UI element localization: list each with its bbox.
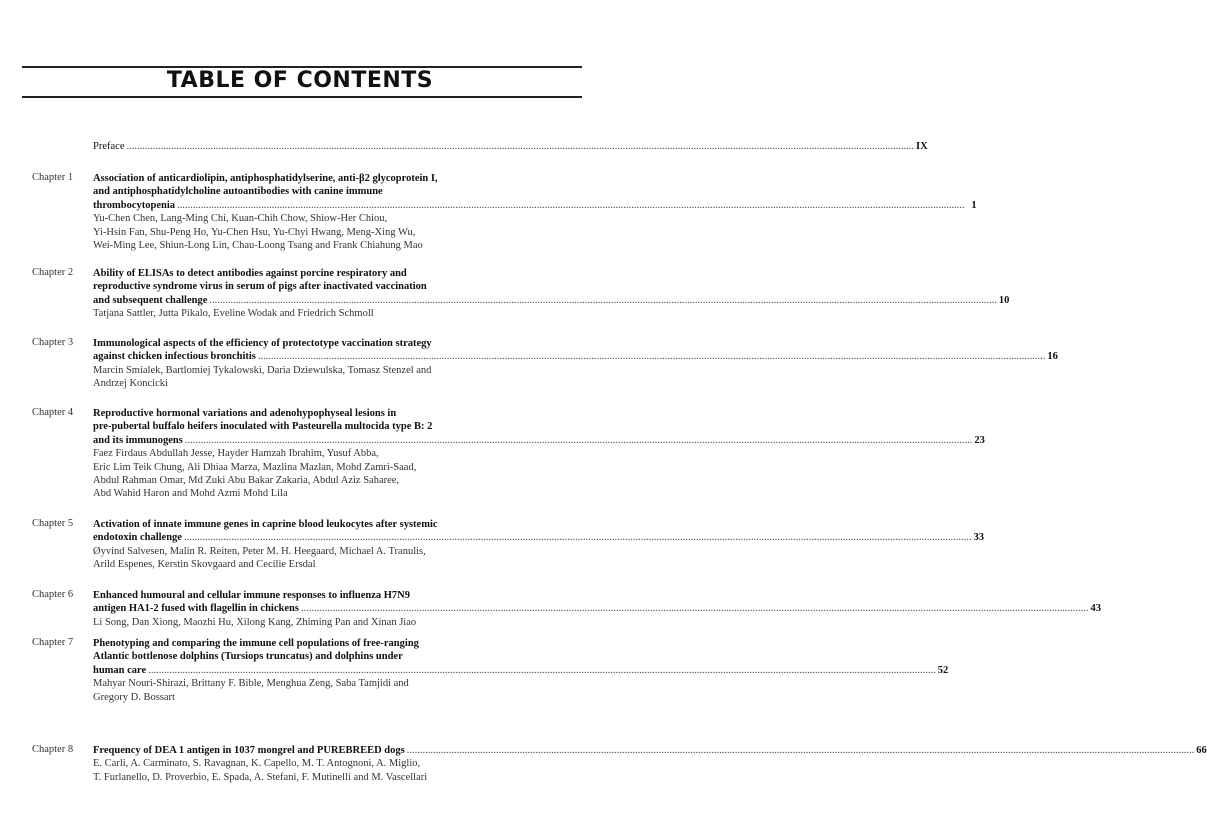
entry-body	[93, 518, 984, 572]
entry-body	[93, 589, 1101, 629]
page-number: 1	[971, 199, 977, 211]
chapter-title-line: Ability of ELISAs to detect antibodies against porcine respiratory and	[93, 268, 407, 279]
author-line: Eric Lim Teik Chung, Ali Dhiaa Marza, Mazlina Mazlan, Mohd Zamri-Saad,	[93, 461, 417, 473]
author-line: Andrzej Koncicki	[93, 378, 168, 390]
preface-entry[interactable]	[93, 140, 928, 153]
chapter-title-line: pre-pubertal buffalo heifers inoculated with Pasteurella multocida type B: 2	[93, 421, 433, 433]
chapter-title-last-line	[93, 350, 1058, 363]
chapter-label: Chapter 5	[32, 518, 74, 529]
chapter-title-line: Reproductive hormonal variations and adenohypophyseal lesions in	[93, 408, 397, 419]
chapter-title-line: Immunological aspects of the efficiency of protectotype vaccination strategy	[93, 338, 432, 349]
dot-leader: ............................................................................................................................................................................................................................................................................................................	[126, 141, 914, 152]
author-line: Tatjana Sattler, Jutta Pikalo, Eveline Wodak and Friedrich Schmoll	[93, 308, 374, 320]
preface-label: Preface	[93, 141, 125, 152]
dot-leader: ............................................................................................................................................................................................................................................................................................................	[183, 532, 972, 544]
author-line: Wei-Ming Lee, Shiun-Long Lin, Chau-Loong Tsang and Frank Chiahung Mao	[93, 240, 423, 252]
chapter-title-last-line	[93, 744, 1207, 757]
author-line: Mahyar Nouri-Shirazi, Brittany F. Bible, Menghua Zeng, Saba Tamjidi and	[93, 678, 409, 690]
author-line: T. Furlanello, D. Proverbio, E. Spada, A. Stefani, F. Mutinelli and M. Vascellari	[93, 771, 428, 783]
dot-leader: ............................................................................................................................................................................................................................................................................................................	[300, 603, 1089, 615]
chapter-label: Chapter 1	[32, 172, 74, 183]
author-line: Marcin Smialek, Bartlomiej Tykalowski, Daria Dziewulska, Tomasz Stenzel and	[93, 364, 432, 376]
chapter-title-line: and antiphosphatidylcholine autoantibodies with canine immune	[93, 186, 383, 198]
entry-body	[93, 637, 949, 704]
chapter-title-last-line	[93, 664, 949, 677]
author-line: Li Song, Dan Xiong, Maozhi Hu, Xilong Kang, Zhiming Pan and Xinan Jiao	[93, 616, 417, 628]
entry-body	[93, 337, 1058, 391]
bottom-rule	[22, 96, 582, 98]
chapter-title-line: Atlantic bottlenose dolphins (Tursiops truncatus) and dolphins under	[93, 651, 403, 663]
page-number: 16	[1047, 351, 1058, 363]
page-number: 23	[974, 434, 985, 446]
entry-body	[93, 267, 1010, 321]
page-number: 43	[1090, 603, 1101, 615]
chapter-title-end: endotoxin challenge	[93, 532, 182, 544]
chapter-title-end: against chicken infectious bronchitis	[93, 351, 256, 363]
dot-leader: ............................................................................................................................................................................................................................................................................................................	[148, 664, 936, 676]
author-line: Øyvind Salvesen, Malin R. Reiten, Peter M. H. Heegaard, Michael A. Tranulis,	[93, 545, 426, 557]
page-number: 33	[973, 532, 984, 544]
author-line: E. Carli, A. Carminato, S. Ravagnan, K. Capello, M. T. Antognoni, A. Miglio,	[93, 758, 421, 770]
entry-body	[93, 407, 985, 501]
author-line: Faez Firdaus Abdullah Jesse, Hayder Hamzah Ibrahim, Yusuf Abba,	[93, 448, 379, 460]
chapter-title-end: and subsequent challenge	[93, 294, 208, 306]
preface-page: IX	[915, 141, 928, 152]
chapter-title-last-line	[93, 531, 984, 544]
author-line: Yu-Chen Chen, Lang-Ming Chi, Kuan-Chih Chow, Shiow-Her Chiou,	[93, 213, 388, 225]
chapter-title-end: and its immunogens	[93, 434, 183, 446]
entry-body	[93, 172, 977, 252]
dot-leader: ............................................................................................................................................................................................................................................................................................................	[406, 745, 1195, 756]
dot-leader: ............................................................................................................................................................................................................................................................................................................	[177, 199, 965, 211]
author-line: Abdul Rahman Omar, Md Zuki Abu Bakar Zakaria, Abdul Aziz Saharee,	[93, 475, 400, 487]
chapter-label: Chapter 4	[32, 407, 74, 418]
chapter-title-end: Frequency of DEA 1 antigen in 1037 mongrel and PUREBREED dogs	[93, 745, 405, 756]
chapter-title-line: Phenotyping and comparing the immune cell populations of free-ranging	[93, 638, 419, 649]
chapter-label: Chapter 8	[32, 744, 74, 755]
chapter-title-end: thrombocytopenia	[93, 199, 176, 211]
chapter-title-line: Enhanced humoural and cellular immune responses to influenza H7N9	[93, 590, 410, 601]
entry-body	[93, 744, 1207, 784]
chapter-label: Chapter 3	[32, 337, 74, 348]
page-number: 66	[1196, 745, 1207, 756]
chapter-title-end: human care	[93, 664, 147, 676]
chapter-label: Chapter 2	[32, 267, 74, 278]
dot-leader: ............................................................................................................................................................................................................................................................................................................	[184, 434, 973, 446]
dot-leader: ............................................................................................................................................................................................................................................................................................................	[209, 294, 997, 306]
chapter-label: Chapter 7	[32, 637, 74, 648]
chapter-title-end: antigen HA1-2 fused with flagellin in chickens	[93, 603, 299, 615]
author-line: Abd Wahid Haron and Mohd Azmi Mohd Lila	[93, 488, 288, 500]
chapter-title-last-line	[93, 199, 977, 212]
dot-leader: ............................................................................................................................................................................................................................................................................................................	[257, 351, 1046, 363]
page-number: 52	[937, 664, 949, 676]
author-line: Arild Espenes, Kerstin Skovgaard and Cecilie Ersdal	[93, 559, 316, 571]
author-line: Yi-Hsin Fan, Shu-Peng Ho, Yu-Chen Hsu, Yu-Chyi Hwang, Meng-Xing Wu,	[93, 226, 416, 238]
chapter-title-line: Activation of innate immune genes in caprine blood leukocytes after systemic	[93, 519, 438, 530]
chapter-title-last-line	[93, 294, 1010, 307]
page-number: 10	[998, 294, 1010, 306]
chapter-label: Chapter 6	[32, 589, 74, 600]
chapter-title-last-line	[93, 434, 985, 447]
chapter-title-line: reproductive syndrome virus in serum of pigs after inactivated vaccination	[93, 281, 427, 293]
page-title: TABLE OF CONTENTS	[166, 68, 434, 93]
author-line: Gregory D. Bossart	[93, 691, 175, 703]
chapter-title-last-line	[93, 602, 1101, 615]
chapter-title-line: Association of anticardiolipin, antiphosphatidylserine, anti-β2 glycoprotein I,	[93, 173, 438, 184]
